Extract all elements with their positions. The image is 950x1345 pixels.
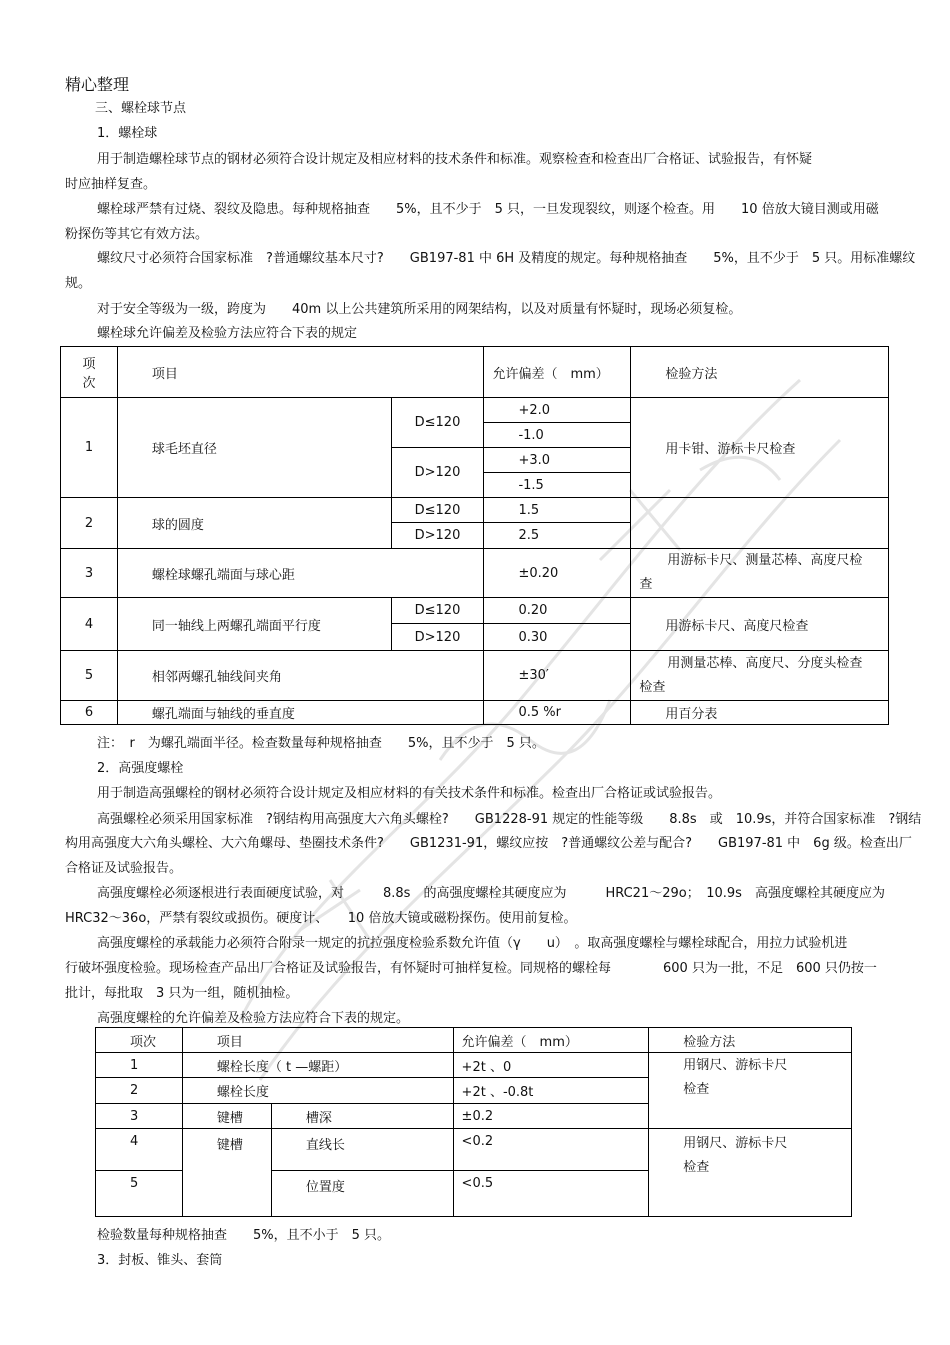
- paragraph-line: 粉探伤等其它有效方法。: [65, 227, 209, 242]
- section-title: 三、螺栓球节点: [95, 101, 187, 116]
- table-cell: 螺孔端面与轴线的垂直度: [117, 701, 484, 725]
- paragraph-line: 规。: [65, 276, 92, 291]
- paragraph-line: 用于制造螺栓球节点的钢材必须符合设计规定及相应材料的技术条件和标准。观察检查和检查出厂合格证、试验报告，有怀疑: [97, 152, 813, 167]
- table-cell: 用钢尺、游标卡尺 检查: [649, 1129, 852, 1217]
- table-cell: D≤120: [391, 398, 484, 448]
- table-row: [61, 598, 889, 624]
- table-cell: 2.5: [484, 523, 631, 549]
- table-cell: 球毛坯直径: [117, 398, 391, 498]
- table-cell: 0.30: [484, 624, 631, 651]
- paragraph-line: 高强度螺栓的承载能力必须符合附录一规定的抗拉强度检验系数允许值（γ u） 。取高强度螺栓与螺栓球配合，用拉力试验机进: [97, 936, 848, 951]
- table-cell: 3: [61, 549, 118, 598]
- table-cell: 用百分表: [631, 701, 889, 725]
- header-cell: 项目: [117, 347, 484, 398]
- subsection-title: 3．封板、锥头、套筒: [97, 1253, 223, 1268]
- table-cell: +2t 、0: [453, 1053, 649, 1078]
- table-cell: 4: [61, 598, 118, 651]
- table-note: 检验数量每种规格抽查 5%，且不小于 5 只。: [97, 1228, 391, 1243]
- table-cell: +3.0: [484, 448, 631, 473]
- table-cell: D≤120: [391, 598, 484, 624]
- table-cell: 直线长: [271, 1129, 453, 1171]
- header-cell: 允许偏差（ mm）: [484, 347, 631, 398]
- table-cell: 相邻两螺孔轴线间夹角: [117, 651, 484, 701]
- table-row: [61, 701, 889, 725]
- table-cell: 同一轴线上两螺孔端面平行度: [117, 598, 391, 651]
- paragraph-line: 行破坏强度检验。现场检查产品出厂合格证及试验报告，有怀疑时可抽样复检。同规格的螺栓每 600 只为一批，不足 600 只仍按一: [65, 961, 877, 976]
- subsection-title: 1．螺栓球: [97, 126, 158, 141]
- table-row: [61, 651, 889, 701]
- table-cell: 2: [61, 498, 118, 549]
- paragraph-line: 用于制造高强螺栓的钢材必须符合设计规定及相应材料的有关技术条件和标准。检查出厂合格证或试验报告。: [97, 786, 722, 801]
- header-cell: 项 次: [61, 347, 118, 398]
- header-cell: 检验方法: [631, 347, 889, 398]
- header-cell: 项次: [96, 1028, 183, 1053]
- table-cell: 3: [96, 1104, 183, 1129]
- paragraph-line: 螺栓球严禁有过烧、裂纹及隐患。每种规格抽查 5%，且不少于 5 只，一旦发现裂纹，则逐个检查。用 10 倍放大镜目测或用磁: [97, 202, 879, 217]
- table-cell: 用游标卡尺、高度尺检查: [631, 598, 889, 651]
- table-cell: 6: [61, 701, 118, 725]
- table-cell: 用游标卡尺、测量芯棒、高度尺检 查: [631, 549, 889, 598]
- table-cell: 槽深: [271, 1104, 453, 1129]
- header-cell: 检验方法: [649, 1028, 852, 1053]
- table-cell: +2.0: [484, 398, 631, 423]
- high-strength-bolt-tolerance-table: [95, 1027, 852, 1217]
- table-cell: 2: [96, 1078, 183, 1104]
- paragraph-line: 高强度螺栓的允许偏差及检验方法应符合下表的规定。: [97, 1011, 410, 1026]
- doc-header: 精心整理: [65, 75, 130, 94]
- paragraph-line: 螺栓球允许偏差及检验方法应符合下表的规定: [97, 326, 358, 341]
- table-cell: -1.5: [484, 473, 631, 498]
- table-cell: 1: [61, 398, 118, 498]
- paragraph-line: 高强度螺栓必须逐根进行表面硬度试验，对 8.8s 的高强度螺栓其硬度应为 HRC21～29o； 10.9s 高强度螺栓其硬度应为: [97, 886, 885, 901]
- table-cell: <0.5: [453, 1171, 649, 1217]
- table-cell: +2t 、-0.8t: [453, 1078, 649, 1104]
- table-cell: 4: [96, 1129, 183, 1171]
- header-cell: 项目: [182, 1028, 453, 1053]
- table-cell: ±30′: [484, 651, 631, 701]
- table-cell: 用卡钳、游标卡尺检查: [631, 398, 889, 498]
- paragraph-line: 合格证及试验报告。: [65, 861, 183, 876]
- table-cell: D≤120: [391, 498, 484, 523]
- table-cell: 1: [96, 1053, 183, 1078]
- table-cell: [631, 498, 889, 549]
- subsection-title: 2．高强度螺栓: [97, 761, 184, 776]
- table-cell: 键槽: [182, 1104, 271, 1129]
- paragraph-line: 批计，每批取 3 只为一组，随机抽检。: [65, 986, 299, 1001]
- table-cell: 螺栓长度（ t —螺距）: [182, 1053, 453, 1078]
- paragraph-line: HRC32～36o，严禁有裂纹或损伤。硬度计、 10 倍放大镜或磁粉探伤。使用前复检。: [65, 911, 577, 926]
- table-cell: 键槽: [182, 1129, 271, 1217]
- table-cell: D>120: [391, 448, 484, 498]
- table-cell: <0.2: [453, 1129, 649, 1171]
- paragraph-line: 对于安全等级为一级，跨度为 40m 以上公共建筑所采用的网架结构，以及对质量有怀疑时，现场必须复检。: [97, 302, 742, 317]
- bolt-ball-tolerance-table: [60, 346, 889, 725]
- table-row: [96, 1053, 852, 1078]
- table-row: [61, 549, 889, 598]
- table-cell: 5: [96, 1171, 183, 1217]
- table-cell: 螺栓长度: [182, 1078, 453, 1104]
- table-cell: ±0.2: [453, 1104, 649, 1129]
- paragraph-line: 时应抽样复查。: [65, 177, 157, 192]
- table-cell: D>120: [391, 523, 484, 549]
- table-cell: 1.5: [484, 498, 631, 523]
- paragraph-line: 螺纹尺寸必须符合国家标准 ?普通螺纹基本尺寸? GB197-81 中 6H 及精度的规定。每种规格抽查 5%，且不少于 5 只。用标准螺纹: [97, 251, 916, 266]
- table-cell: 螺栓球螺孔端面与球心距: [117, 549, 484, 598]
- table-cell: 位置度: [271, 1171, 453, 1217]
- table-cell: 0.5 %r: [484, 701, 631, 725]
- table-row: [61, 398, 889, 423]
- table-header-row: [96, 1028, 852, 1053]
- table-row: [61, 498, 889, 523]
- paragraph-line: 高强螺栓必须采用国家标准 ?钢结构用高强度大六角头螺栓? GB1228-91 规定的性能等级 8.8s 或 10.9s，并符合国家标准 ?钢结: [97, 812, 922, 827]
- table-cell: ±0.20: [484, 549, 631, 598]
- table-cell: 0.20: [484, 598, 631, 624]
- table-note: 注： r 为螺孔端面半径。检查数量每种规格抽查 5%，且不少于 5 只。: [97, 736, 545, 751]
- table-cell: 用钢尺、游标卡尺 检查: [649, 1053, 852, 1129]
- table-cell: -1.0: [484, 423, 631, 448]
- table-cell: 用测量芯棒、高度尺、分度头检查 检查: [631, 651, 889, 701]
- table-header-row: [61, 347, 889, 398]
- paragraph-line: 构用高强度大六角头螺栓、大六角螺母、垫圈技术条件? GB1231-91，螺纹应按 ?普通螺纹公差与配合? GB197-81 中 6g 级。检查出厂: [65, 836, 912, 851]
- table-cell: 球的圆度: [117, 498, 391, 549]
- table-row: [96, 1129, 852, 1171]
- table-cell: D>120: [391, 624, 484, 651]
- table-cell: 5: [61, 651, 118, 701]
- header-cell: 允许偏差（ mm）: [453, 1028, 649, 1053]
